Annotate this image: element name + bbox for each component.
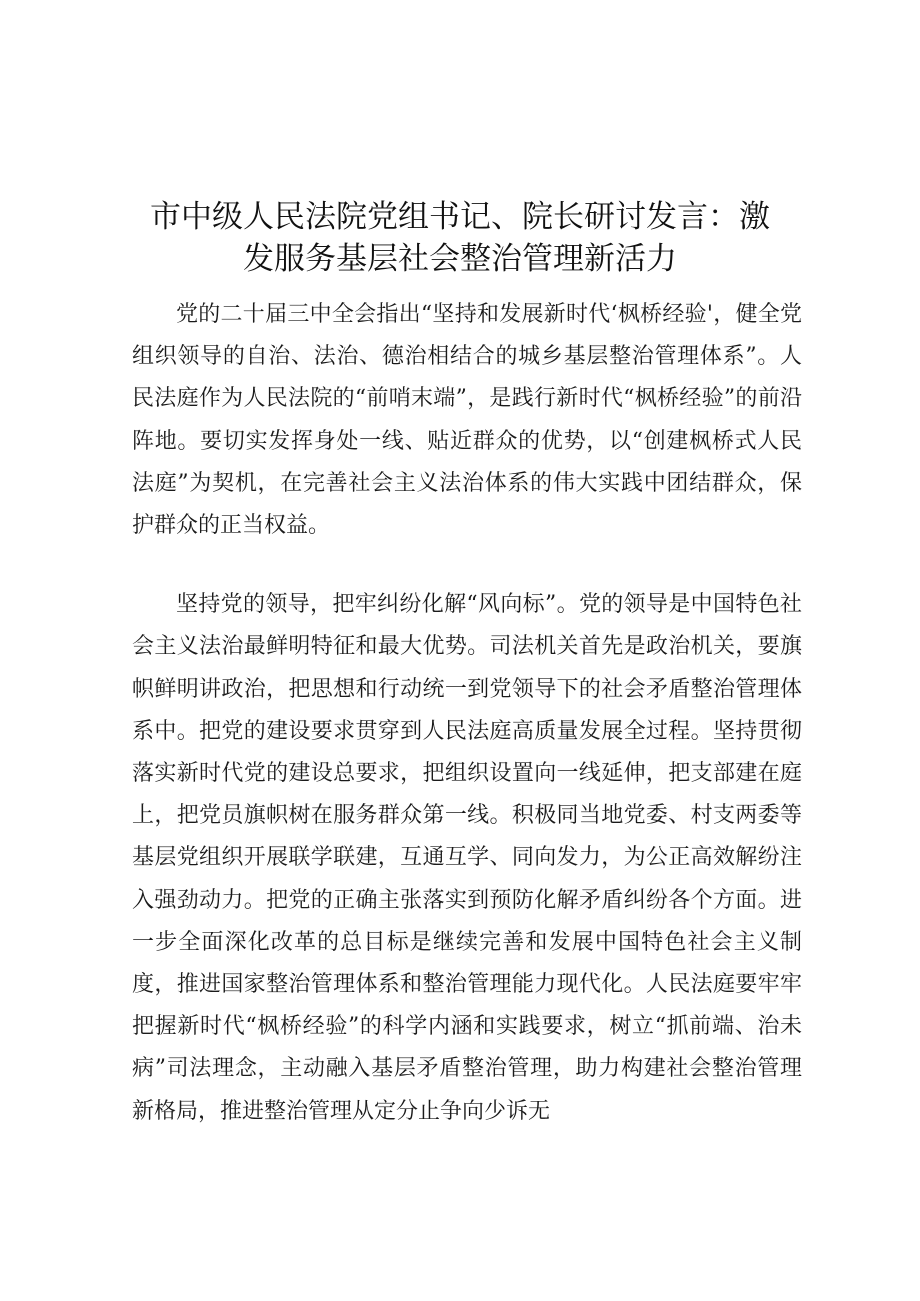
paragraph-intro: 党的二十届三中全会指出“坚持和发展新时代‘枫桥经验'，健全党组织领导的自治、法治、德治相结合的城乡基层整治管理体系”。人民法庭作为人民法院的“前哨末端”，是践行新时代“枫桥经验”的前沿阵地。要切实发挥身处一线、贴近群众的优势，以“创建枫桥式人民法庭”为契机，在完善社会主义法治体系的伟大实践中团结群众，保护群众的正当权益。	[132, 302, 802, 539]
title-line-1: 市中级人民法院党组书记、院长研讨发言：激	[150, 199, 770, 235]
title-line-2: 发服务基层社会整治管理新活力	[243, 241, 677, 277]
document-title	[120, 196, 800, 280]
paragraph-party-leadership: 坚持党的领导，把牢纠纷化解“风向标”。党的领导是中国特色社会主义法治最鲜明特征和最大优势。司法机关首先是政治机关，要旗帜鲜明讲政治，把思想和行动统一到党领导下的社会矛盾整治管理体系中。把党的建设要求贯穿到人民法庭高质量发展全过程。坚持贯彻落实新时代党的建设总要求，把组织设置向一线延伸，把支部建在庭上，把党员旗帜树在服务群众第一线。积极同当地党委、村支两委等基层党组织开展联学联建，互通互学、同向发力，为公正高效解纷注入强劲动力。把党的正确主张落实到预防化解矛盾纠纷各个方面。进一步全面深化改革的总目标是继续完善和发展中国特色社会主义制度，推进国家整治管理体系和整治管理能力现代化。人民法庭要牢牢把握新时代“枫桥经验”的科学内涵和实践要求，树立“抓前端、治未病”司法理念，主动融入基层矛盾整治管理，助力构建社会整治管理新格局，推进整治管理从定分止争向少诉无	[132, 592, 802, 1124]
document-body	[132, 294, 802, 1133]
